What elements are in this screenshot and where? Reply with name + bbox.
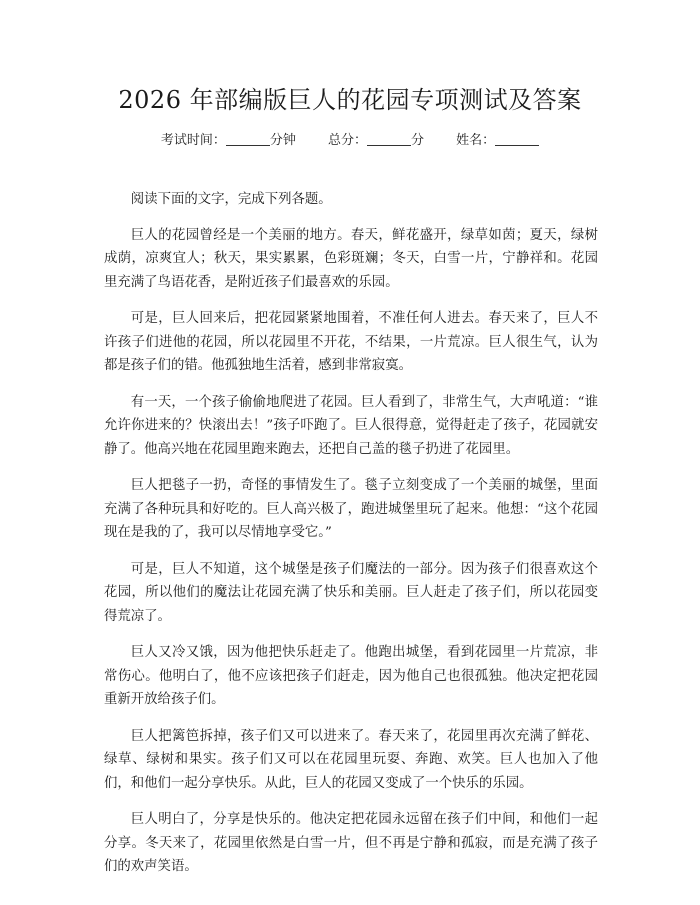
exam-time-unit: 分钟 (269, 133, 296, 148)
exam-info-line (0, 130, 700, 152)
total-score-label: 总分： (327, 133, 367, 148)
passage-paragraph-8: 巨人明白了，分享是快乐的。他决定把花园永远留在孩子们中间，和他们一起分享。冬天来了，花园里依然是白雪一片，但不再是宁静和孤寂，而是充满了孩子们的欢声笑语。 (104, 812, 598, 874)
passage-paragraph-4: 巨人把毯子一扔，奇怪的事情发生了。毯子立刻变成了一个美丽的城堡，里面充满了各种玩具和好吃的。巨人高兴极了，跑进城堡里玩了起来。他想：“这个花园现在是我的了，我可以尽情地享受它。” (104, 478, 598, 540)
passage-paragraph-1: 巨人的花园曾经是一个美丽的地方。春天，鲜花盛开，绿草如茵；夏天，绿树成荫，凉爽宜人；秋天，果实累累，色彩斑斓；冬天，白雪一片，宁静祥和。花园里充满了鸟语花香，是附近孩子们最喜欢的乐园。 (104, 227, 598, 290)
instruction-text: 阅读下面的文字，完成下列各题。 (130, 192, 332, 207)
passage-paragraph-5: 可是，巨人不知道，这个城堡是孩子们魔法的一部分。因为孩子们很喜欢这个花园，所以他们的魔法让花园充满了快乐和美丽。巨人赶走了孩子们，所以花园变得荒凉了。 (104, 561, 598, 624)
passage-paragraph-2: 可是，巨人回来后，把花园紧紧地围着，不准任何人进去。春天来了，巨人不许孩子们进他的花园，所以花园里不开花，不结果，一片荒凉。巨人很生气，认为都是孩子们的错。他孤独地生活着，感到非常寂寞。 (104, 311, 598, 373)
total-score-blank (367, 131, 411, 146)
passage-paragraph-3: 有一天，一个孩子偷偷地爬进了花园。巨人看到了，非常生气，大声吼道：“谁允许你进来的？快滚出去！”孩子吓跑了。巨人很得意，觉得赶走了孩子，花园就安静了。他高兴地在花园里跑来跑去，还把自己盖的毯子扔进了花园里。 (104, 394, 598, 457)
exam-time-blank (226, 131, 270, 146)
document-title: 2026 年部编版巨人的花园专项测试及答案 (118, 86, 582, 114)
exam-time-field (161, 130, 296, 152)
total-score-unit: 分 (411, 133, 425, 148)
passage-paragraph-7: 巨人把篱笆拆掉，孩子们又可以进来了。春天来了，花园里再次充满了鲜花、绿草、绿树和果实。孩子们又可以在花园里玩耍、奔跑、欢笑。巨人也加入了他们，和他们一起分享快乐。从此，巨人的花园又变成了一个快乐的乐园。 (104, 728, 598, 791)
student-name-blank (495, 131, 539, 146)
total-score-field (328, 130, 424, 152)
reading-passage (104, 188, 598, 892)
student-name-field (456, 130, 539, 152)
student-name-label: 姓名： (456, 133, 496, 148)
passage-paragraph-6: 巨人又冷又饿，因为他把快乐赶走了。他跑出城堡，看到花园里一片荒凉，非常伤心。他明白了，他不应该把孩子们赶走，因为他自己也很孤独。他决定把花园重新开放给孩子们。 (104, 645, 598, 707)
exam-time-label: 考试时间： (160, 133, 226, 148)
